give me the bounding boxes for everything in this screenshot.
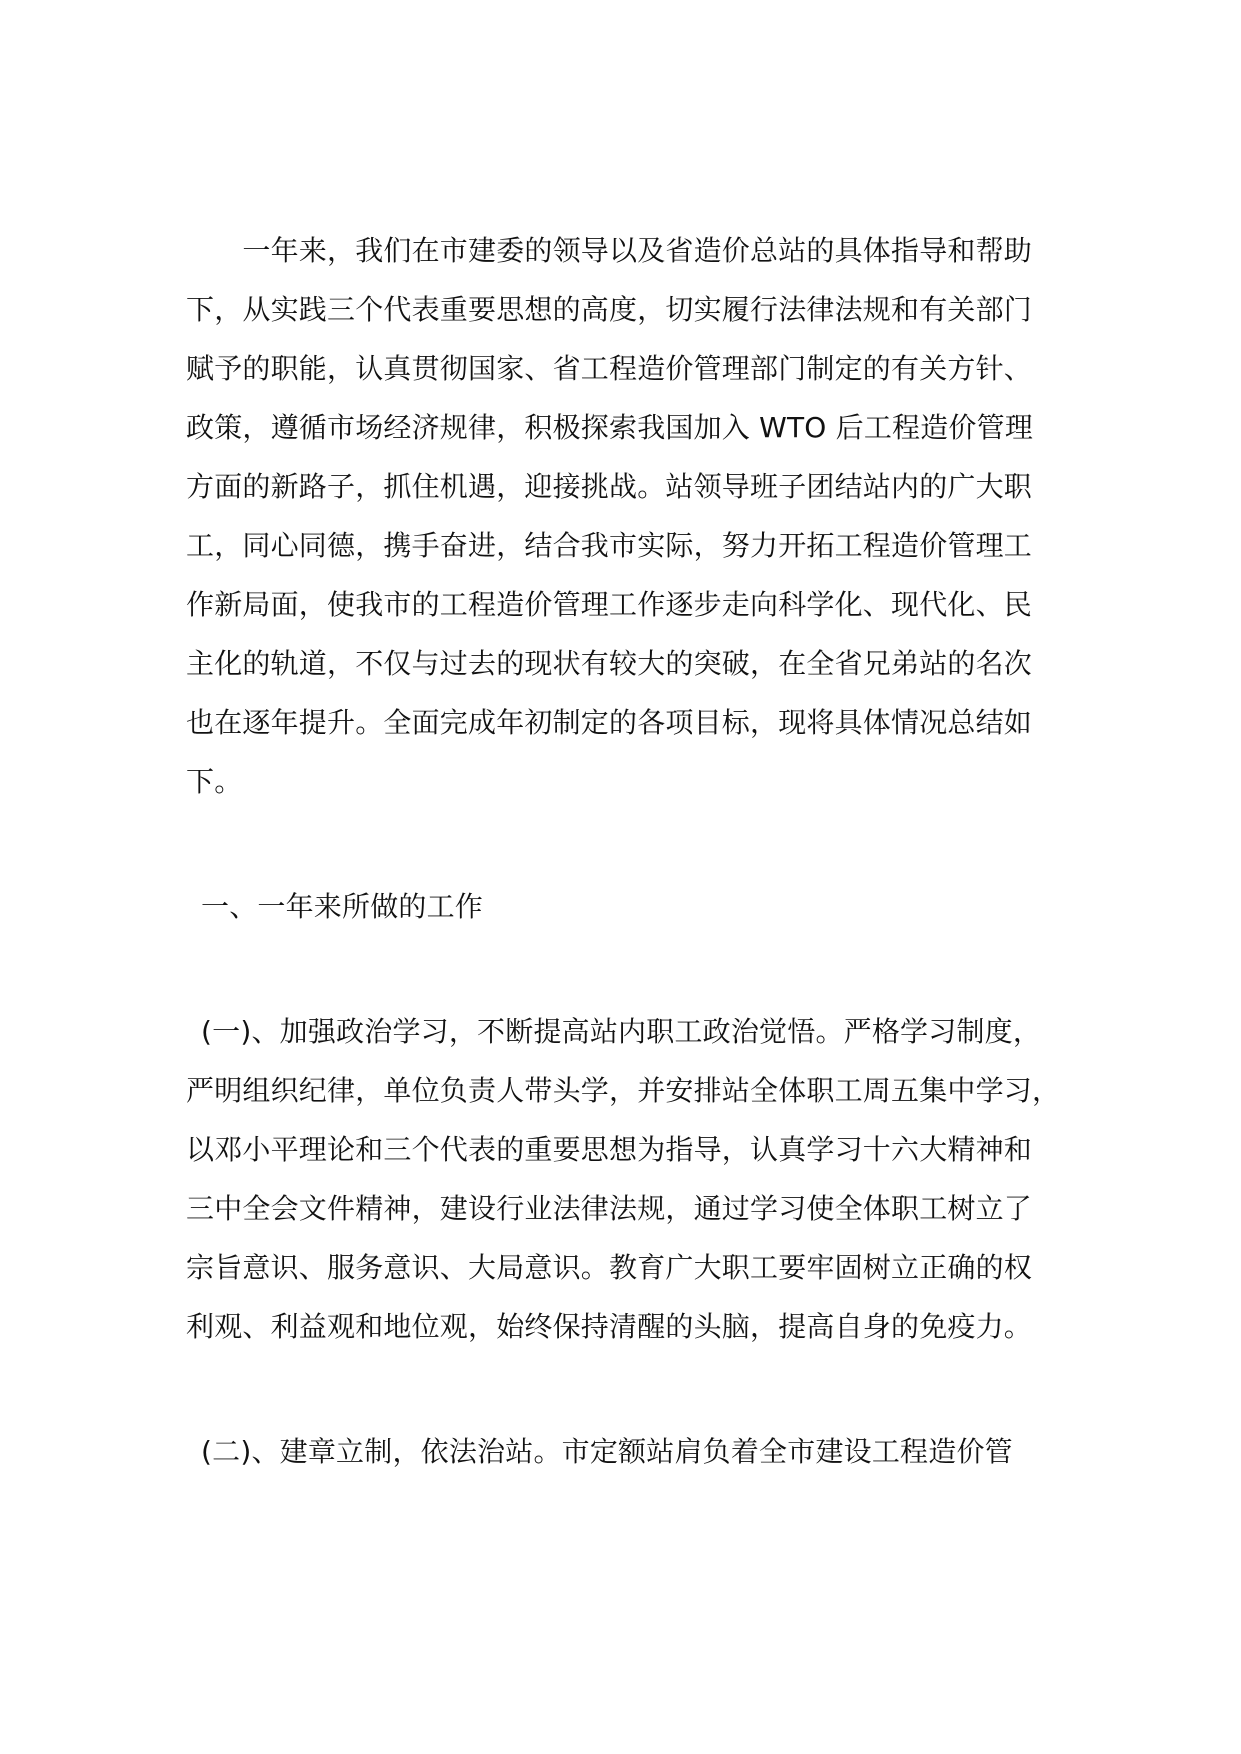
paragraph-line: 工，同心同德，携手奋进，结合我市实际，努力开拓工程造价管理工 xyxy=(186,529,1033,562)
paragraph-line: 一年来，我们在市建委的领导以及省造价总站的具体指导和帮助 xyxy=(186,234,1033,267)
section-heading: 一、一年来所做的工作 xyxy=(201,890,484,923)
paragraph-line: 利观、利益观和地位观，始终保持清醒的头脑，提高自身的免疫力。 xyxy=(186,1310,1033,1343)
paragraph-line: 宗旨意识、服务意识、大局意识。教育广大职工要牢固树立正确的权 xyxy=(186,1251,1033,1284)
paragraph-line: 主化的轨道，不仅与过去的现状有较大的突破，在全省兄弟站的名次 xyxy=(186,647,1033,680)
paragraph-line: 下。 xyxy=(186,765,243,798)
paragraph-line: 以邓小平理论和三个代表的重要思想为指导，认真学习十六大精神和 xyxy=(186,1133,1033,1166)
paragraph-line: 三中全会文件精神，建设行业法律法规，通过学习使全体职工树立了 xyxy=(186,1192,1033,1225)
paragraph-line: 政策，遵循市场经济规律，积极探索我国加入 WTO 后工程造价管理 xyxy=(186,411,1034,444)
paragraph-line: 严明组织纪律，单位负责人带头学，并安排站全体职工周五集中学习， xyxy=(186,1074,1061,1107)
paragraph-line: 作新局面，使我市的工程造价管理工作逐步走向科学化、现代化、民 xyxy=(186,588,1033,621)
paragraph-line: 也在逐年提升。全面完成年初制定的各项目标，现将具体情况总结如 xyxy=(186,706,1033,739)
paragraph-line: (二)、建章立制，依法治站。市定额站肩负着全市建设工程造价管 xyxy=(201,1435,1013,1468)
paragraph-line: 下，从实践三个代表重要思想的高度，切实履行法律法规和有关部门 xyxy=(186,293,1033,326)
paragraph-line: 方面的新路子，抓住机遇，迎接挑战。站领导班子团结站内的广大职 xyxy=(186,470,1033,503)
paragraph-line: (一)、加强政治学习，不断提高站内职工政治觉悟。严格学习制度， xyxy=(201,1015,1042,1048)
paragraph-line: 赋予的职能，认真贯彻国家、省工程造价管理部门制定的有关方针、 xyxy=(186,352,1033,385)
